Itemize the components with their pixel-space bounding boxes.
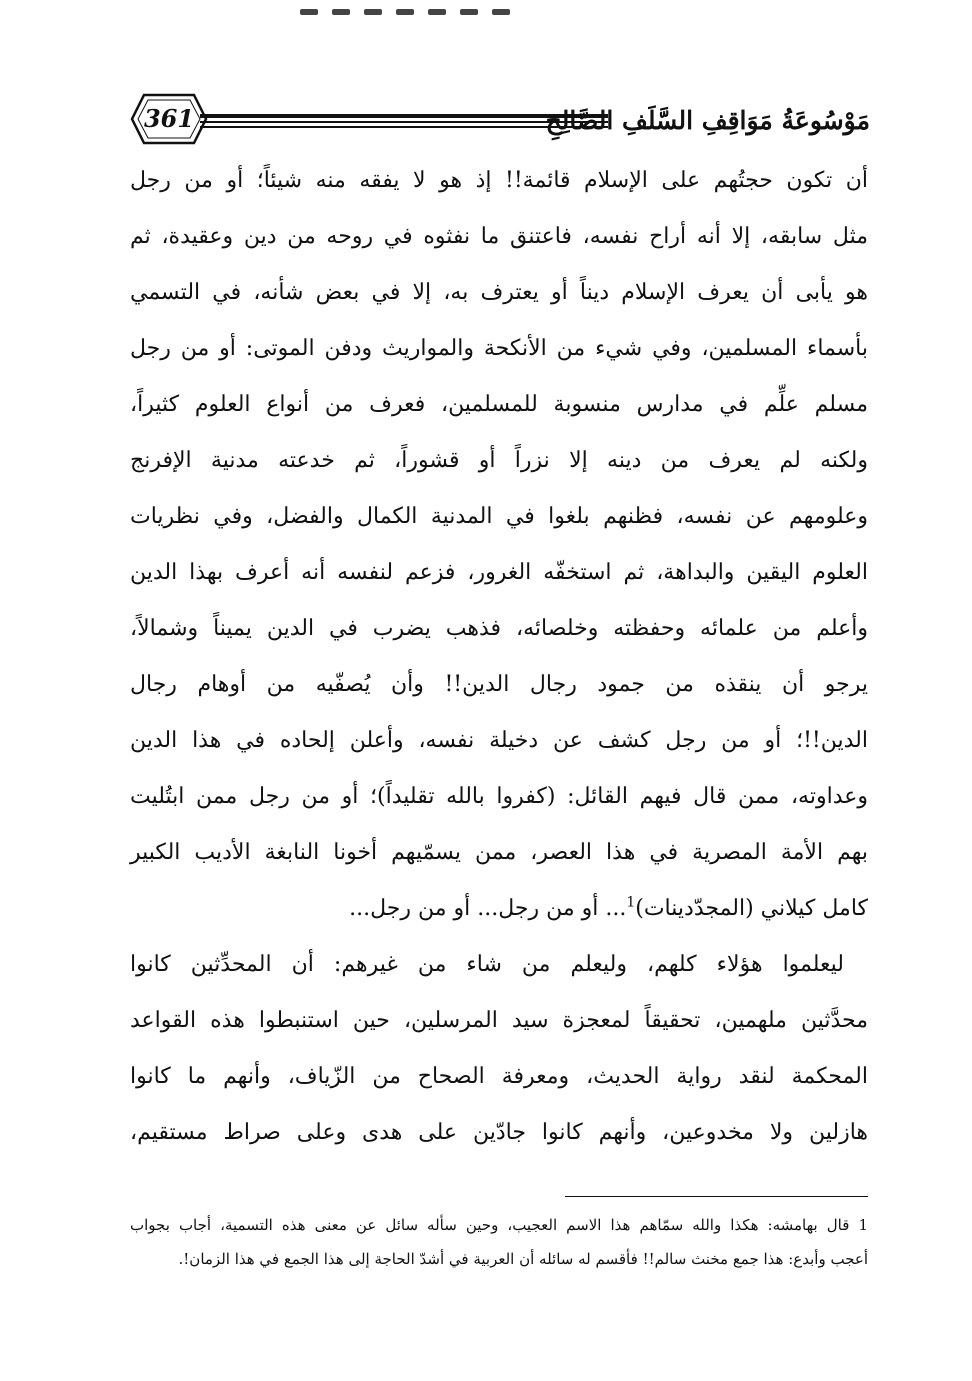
text-line: الدين!!؛ أو من رجل كشف عن دخيلة نفسه، وأعلن إلحاده في هذا الدين <box>130 728 868 753</box>
footnotes <box>130 1208 868 1276</box>
text-line: هو يأبى أن يعرف الإسلام ديناً أو يعترف به، إلا في بعض شأنه، في التسمي <box>130 280 868 305</box>
text-line: العلوم اليقين والبداهة، ثم استخفّه الغرور، فزعم لنفسه أنه أعرف بهذا الدين <box>130 560 868 585</box>
text-segment: كامل كيلاني (المجدّدينات) <box>635 896 868 921</box>
text-line: وأعلم من علمائه وحفظته وخلصائه، فذهب يضرب في الدين يميناً وشمالاً، <box>130 616 868 641</box>
text-line: المحكمة لنقد رواية الحديث، ومعرفة الصحاح من الزّياف، وأنهم ما كانوا <box>130 1064 868 1089</box>
page-number: 361 <box>143 104 195 133</box>
text-line: ولكنه لم يعرف من دينه إلا نزراً أو قشوراً، ثم خدعته مدنية الإفرنج <box>130 448 868 473</box>
text-segment: ... أو من رجل... أو من رجل... <box>349 896 627 921</box>
top-edge-mark <box>300 0 530 8</box>
text-line: بأسماء المسلمين، وفي شيء من الأنكحة والمواريث ودفن الموتى: أو من رجل <box>130 336 868 361</box>
text-line: مسلم علِّم في مدارس منسوبة للمسلمين، فعرف من أنواع العلوم كثيراً، <box>130 392 868 417</box>
text-line: وعلومهم عن نفسه، فظنهم بلغوا في المدنية الكمال والفضل، وفي نظريات <box>130 504 868 529</box>
text-line: يرجو أن ينقذه من جمود رجال الدين!! وأن يُصفّيه من أوهام رجال <box>130 672 868 697</box>
text-line: وعداوته، ممن قال فيهم القائل: (كفروا بالله تقليداً)؛ أو من رجل ممن ابتُليت <box>130 784 868 809</box>
footnote-reference[interactable]: 1 <box>626 894 636 911</box>
text-line: ليعلموا هؤلاء كلهم، وليعلم من شاء من غيرهم: أن المحدِّثين كانوا <box>130 952 844 977</box>
page-header <box>130 90 870 156</box>
footnote-line: أعجب وأبدع: هذا جمع مخنث سالم!! فأقسم له سائله أن العربية في أشدّ الحاجة إلى هذا الجمع في هذا الزمان!. <box>178 1250 868 1268</box>
footnote-separator <box>565 1196 868 1197</box>
series-title: مَوْسُوعَةُ مَوَاقِفِ السَّلَفِ الصَّالِحِ <box>545 106 870 135</box>
text-line: أن تكون حجتُهم على الإسلام قائمة!! إذ هو لا يفقه منه شيئاً؛ أو من رجل <box>130 168 868 193</box>
main-text <box>130 153 868 1161</box>
text-line: هازلين ولا مخدوعين، وأنهم كانوا جادّين على هدى وعلى صراط مستقيم، <box>130 1120 868 1145</box>
footnote-line: 1 قال بهامشه: هكذا والله سمّاهم هذا الاسم العجيب، وحين سأله سائل عن معنى هذه التسمية، أجاب بجواب <box>130 1216 868 1234</box>
text-line: بهم الأمة المصرية في هذا العصر، ممن يسمّيهم أخونا النابغة الأديب الكبير <box>130 840 868 865</box>
text-line: مثل سابقه، إلا أنه أراح نفسه، فاعتنق ما نفثوه في روحه من دين وعقيدة، ثم <box>130 224 868 249</box>
text-line: محدَّثين ملهمين، تحقيقاً لمعجزة سيد المرسلين، حين استنبطوا هذه القواعد <box>130 1008 868 1033</box>
text-line <box>130 881 868 937</box>
page-number-badge <box>130 92 208 146</box>
